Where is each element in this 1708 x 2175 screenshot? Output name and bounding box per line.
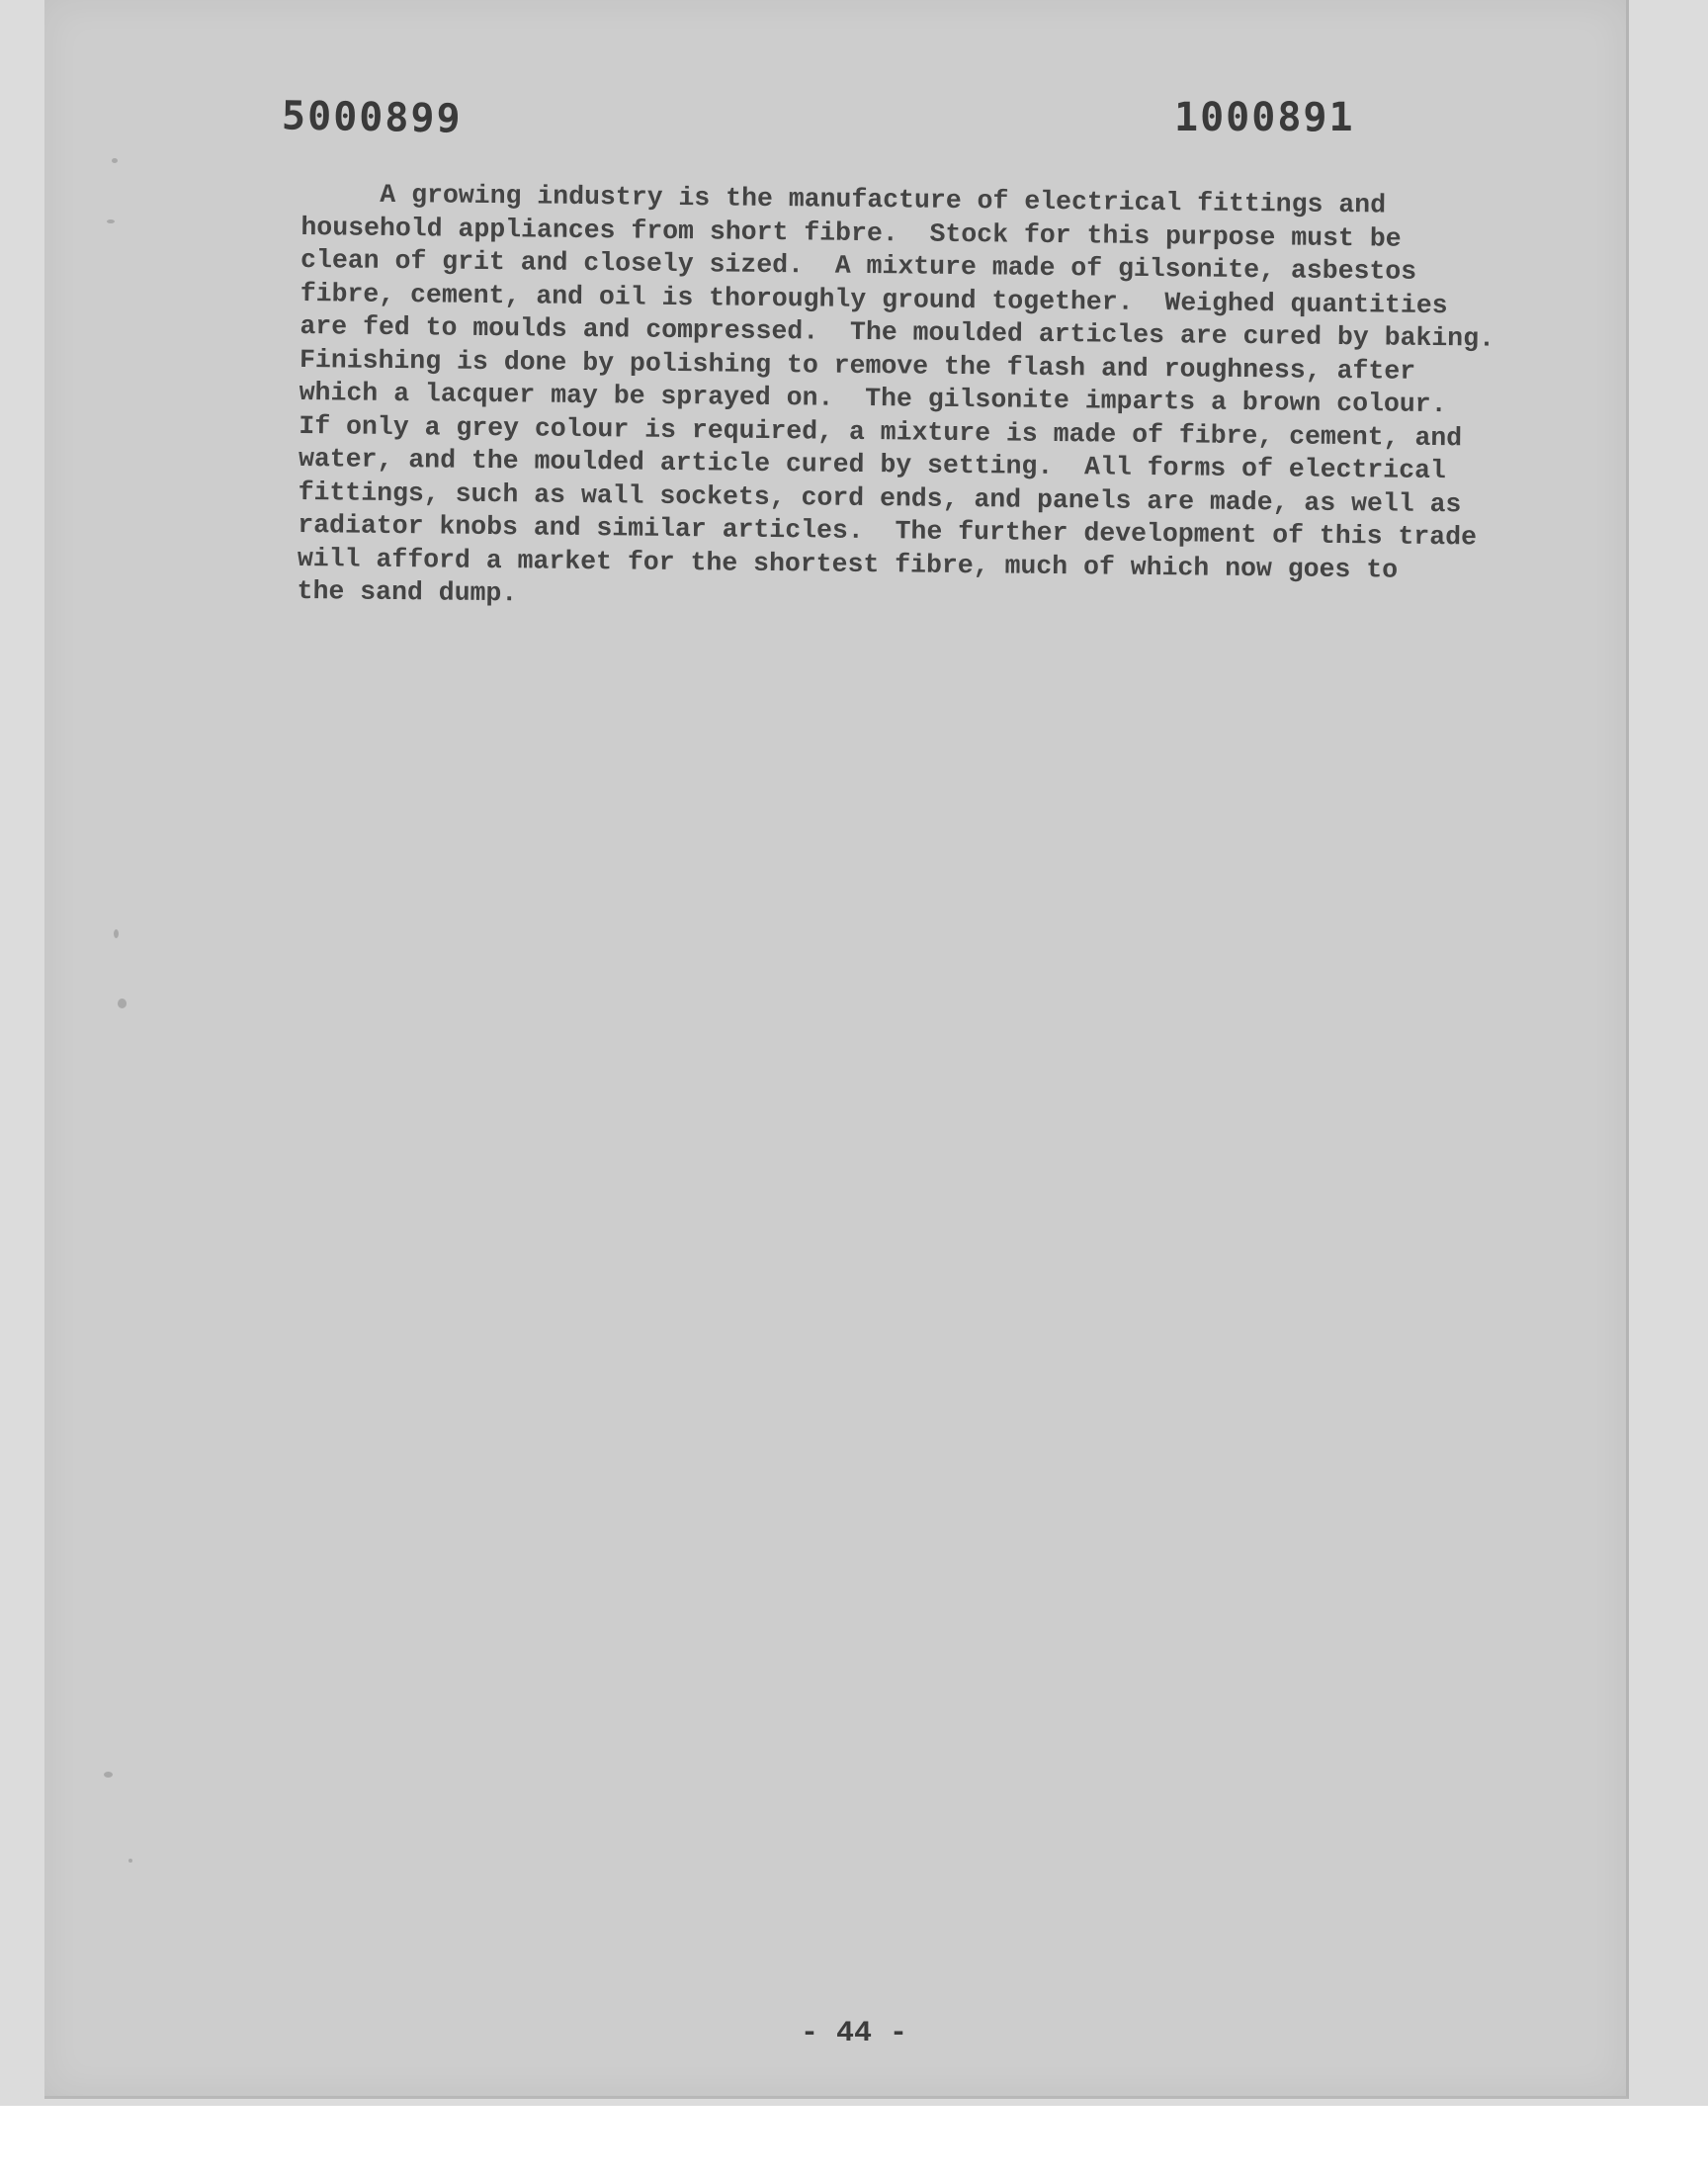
paragraph-line: clean of grit and closely sized. A mixture made of gilsonite, asbestos (299, 244, 1417, 287)
scan-speck (118, 999, 127, 1008)
paragraph-line: A growing industry is the manufacture of electrical fittings and (300, 178, 1387, 220)
paragraph-line: radiator knobs and similar articles. The further development of this trade (298, 509, 1478, 553)
scan-speck (114, 929, 119, 938)
paragraph-line: are fed to moulds and compressed. The moulded articles are cured by baking. (299, 310, 1495, 354)
body-paragraph (297, 178, 1605, 622)
page-number: - 44 - (800, 2017, 908, 2050)
paragraph-line: If only a grey colour is required, a mixture is made of fibre, cement, and (299, 410, 1463, 453)
paragraph-line: which a lacquer may be sprayed on. The gilsonite imparts a brown colour. (299, 377, 1447, 420)
document-stamp-number-right: 1000891 (1174, 95, 1355, 140)
paragraph-line: fibre, cement, and oil is thoroughly ground together. Weighed quantities (299, 278, 1448, 320)
paragraph-line: water, and the moulded article cured by setting. All forms of electrical (298, 443, 1447, 486)
scan-speck (104, 1772, 113, 1778)
scan-speck (112, 158, 118, 163)
paragraph-line: fittings, such as wall sockets, cord ends, and panels are made, as well as (298, 477, 1462, 519)
paragraph-line: household appliances from short fibre. Stock for this purpose must be (300, 212, 1402, 254)
document-stamp-number-left: 5000899 (281, 93, 463, 142)
scan-speck (128, 1859, 132, 1863)
paragraph-line: the sand dump. (297, 575, 518, 609)
paragraph-line: Finishing is done by polishing to remove the flash and roughness, after (299, 344, 1416, 387)
paragraph-line: will afford a market for the shortest fibre, much of which now goes to (297, 543, 1399, 585)
scan-speck (107, 219, 115, 223)
